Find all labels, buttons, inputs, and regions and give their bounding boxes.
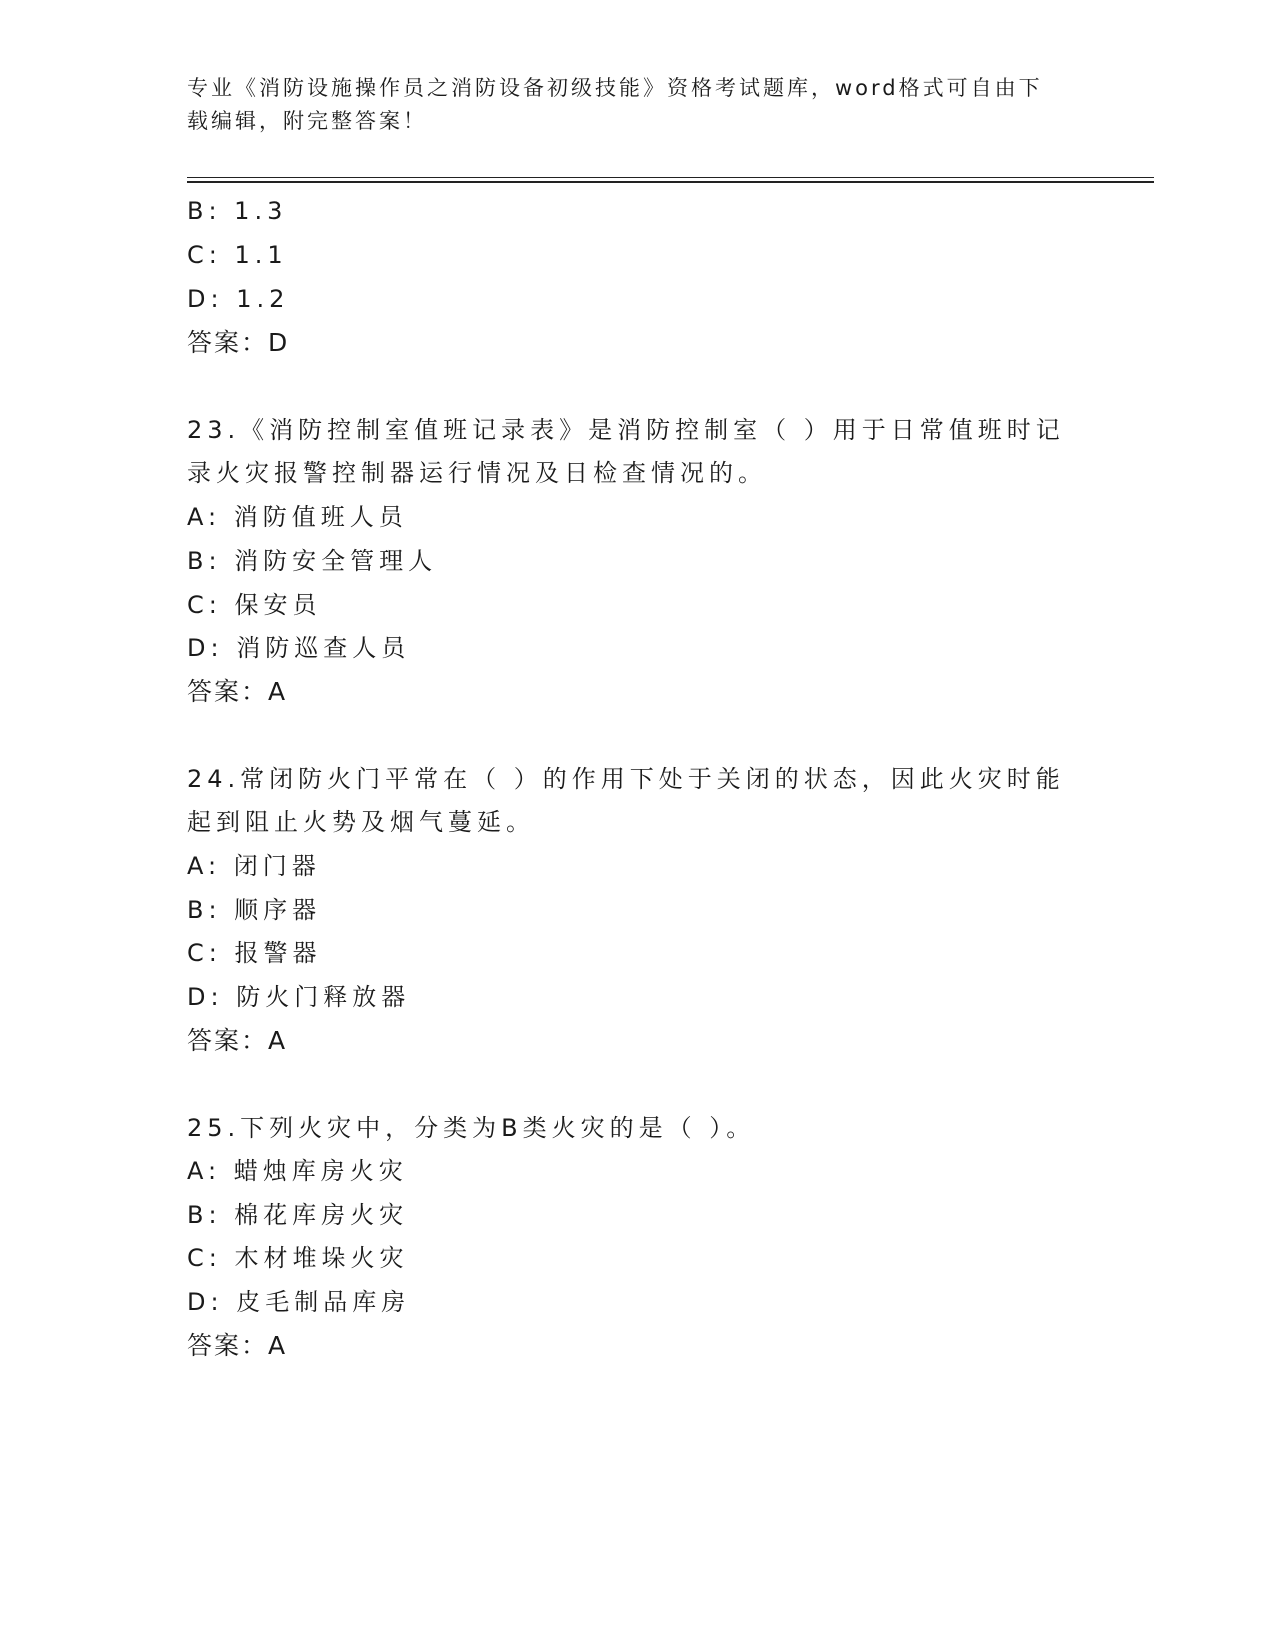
option-a: A: 闭门器 [187, 852, 321, 880]
question-stem: 23.《消防控制室值班记录表》是消防控制室（ ）用于日常值班时记 [187, 416, 1065, 444]
option-b: B: 棉花库房火灾 [187, 1201, 409, 1229]
option-d: D: 消防巡查人员 [187, 634, 411, 662]
answer: 答案：A [187, 1026, 288, 1055]
question-stem: 24.常闭防火门平常在（ ）的作用下处于关闭的状态，因此火灾时能 [187, 765, 1065, 793]
option-d: D: 皮毛制品库房 [187, 1288, 411, 1316]
option-d: D: 防火门释放器 [187, 983, 411, 1011]
option-c: C: 1.1 [187, 241, 288, 269]
answer: 答案：D [187, 328, 290, 357]
header-line-1: 专业《消防设施操作员之消防设备初级技能》资格考试题库，word格式可自由下 [187, 76, 1043, 100]
answer: 答案：A [187, 677, 288, 706]
option-c: C: 保安员 [187, 591, 322, 619]
option-a: A: 消防值班人员 [187, 503, 408, 531]
option-b: B: 顺序器 [187, 896, 322, 924]
header-line-2: 载编辑，附完整答案！ [187, 109, 427, 133]
option-b: B: 消防安全管理人 [187, 547, 438, 575]
option-d: D: 1.2 [187, 285, 290, 313]
header-divider-thin [187, 177, 1154, 178]
option-c: C: 报警器 [187, 939, 322, 967]
option-a: A: 蜡烛库房火灾 [187, 1157, 408, 1185]
answer: 答案：A [187, 1331, 288, 1360]
question-stem: 录火灾报警控制器运行情况及日检查情况的。 [187, 459, 767, 487]
header-divider-thick [187, 181, 1154, 183]
question-stem: 25.下列火灾中，分类为B类火灾的是（ ）。 [187, 1114, 756, 1142]
option-b: B: 1.3 [187, 197, 288, 225]
option-c: C: 木材堆垛火灾 [187, 1244, 409, 1272]
question-stem: 起到阻止火势及烟气蔓延。 [187, 808, 535, 836]
page-header [187, 72, 1067, 138]
